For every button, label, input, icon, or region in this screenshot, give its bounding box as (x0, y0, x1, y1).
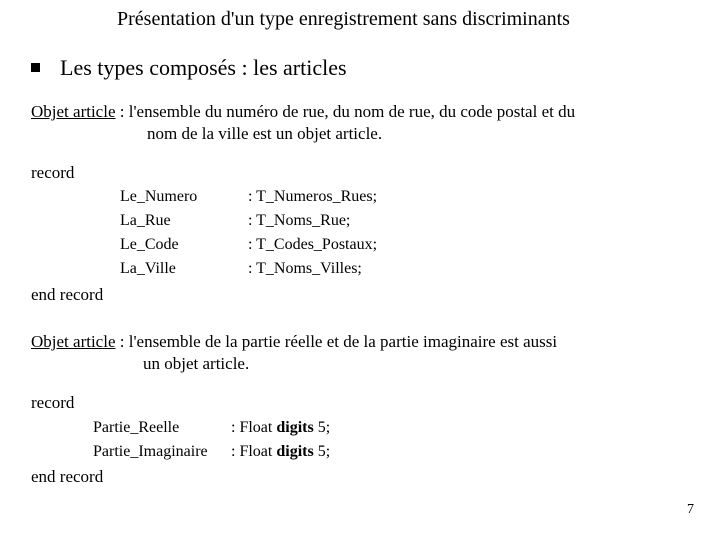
definition-2-sep: : (115, 332, 129, 351)
slide-title: Présentation d'un type enregistrement sans discriminants (117, 8, 570, 30)
definition-2-label: Objet article (31, 332, 116, 351)
field-type-prefix: : Float (231, 419, 277, 436)
definition-1-line2: nom de la ville est un objet article. (147, 124, 383, 143)
bullet-heading: Les types composés : les articles (60, 55, 347, 80)
field-type-suffix: 5; (313, 419, 331, 436)
digits-keyword: digits (276, 419, 314, 436)
field-name: Le_Code (120, 236, 179, 253)
field-name: Partie_Imaginaire (93, 443, 208, 460)
definition-2-text: l'ensemble de la partie réelle et de la partie imaginaire est aussi (128, 332, 558, 351)
bullet-square-icon (31, 63, 40, 72)
definition-1-label: Objet article (31, 102, 116, 121)
field-type-prefix: : Float (231, 443, 277, 460)
definition-1-text: l'ensemble du numéro de rue, du nom de rue, du code postal et du (128, 102, 576, 121)
field-name: La_Rue (120, 212, 171, 229)
definition-2-line1 (31, 332, 557, 352)
field-name: Partie_Reelle (93, 419, 180, 436)
field-name: La_Ville (120, 260, 176, 277)
definition-1-line1 (31, 102, 575, 122)
definition-1-sep: : (115, 102, 129, 121)
field-type (231, 419, 330, 437)
page-number: 7 (687, 502, 694, 517)
definition-2-line2: un objet article. (143, 354, 250, 373)
field-type: : T_Noms_Villes; (248, 260, 362, 277)
field-type (231, 443, 330, 461)
field-type: : T_Codes_Postaux; (248, 236, 378, 253)
end-record-keyword-2: end record (31, 467, 104, 486)
record-keyword-2: record (31, 393, 75, 412)
field-name: Le_Numero (120, 188, 198, 205)
field-type: : T_Noms_Rue; (248, 212, 351, 229)
field-type-suffix: 5; (313, 443, 331, 460)
record-keyword-1: record (31, 163, 75, 182)
digits-keyword: digits (276, 443, 314, 460)
field-type: : T_Numeros_Rues; (248, 188, 378, 205)
end-record-keyword-1: end record (31, 285, 104, 304)
